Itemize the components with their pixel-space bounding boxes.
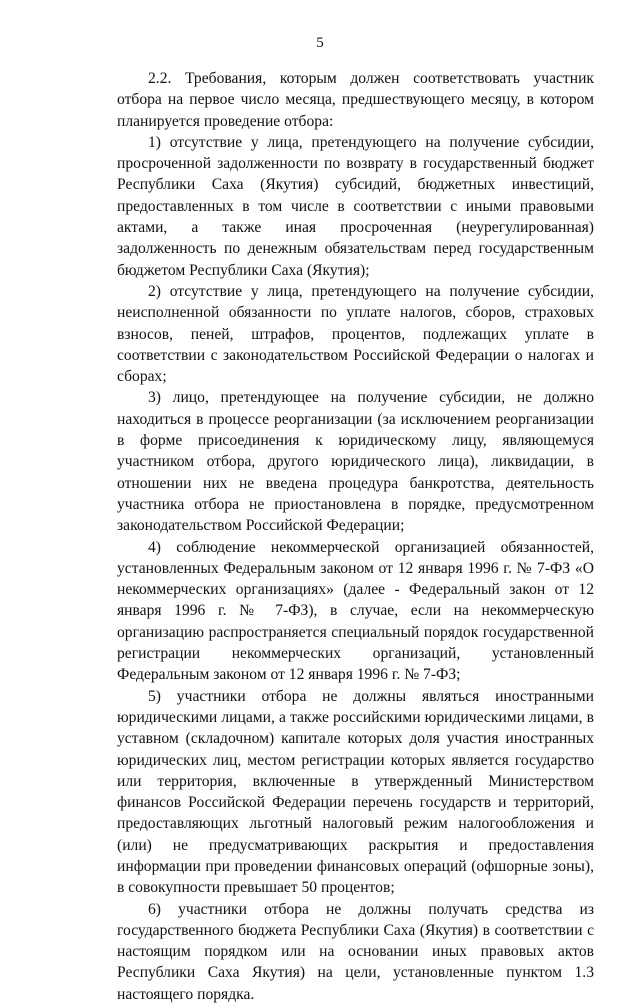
paragraph-item-4: 4) соблюдение некоммерческой организацией обязанностей, установленных Федеральным законом от 12 января 1996 г. № 7-ФЗ «О некоммерческих организациях» (далее - Федеральный закон от 12 января 1996 г. № 7-ФЗ), в случае, если на некоммерческую организацию распространяется специальный порядок государственной регистрации некоммерческих организаций, установленный Федеральным законом от 12 января 1996 г. № 7-ФЗ;: [117, 538, 594, 684]
page-number: 5: [316, 35, 324, 51]
paragraph-item-6: 6) участники отбора не должны получать средства из государственного бюджета Республики Саха (Якутия) в соответствии с настоящим порядком или на основании иных правовых актов Республики Саха Якутия) на цели, установленные пунктом 1.3 настоящего порядка.: [117, 900, 594, 1003]
paragraph-item-3: 3) лицо, претендующее на получение субсидии, не должно находиться в процессе реорганизации (за исключением реорганизации в форме присоединения к юридическому лицу, являющемуся участником отбора, другого юридического лица), ликвидации, в отношении них не введена процедура банкротства, деятельность участника отбора не приостановлена в порядке, предусмотренном законодательством Российской Федерации;: [117, 389, 594, 535]
paragraph-item-1: 1) отсутствие у лица, претендующего на получение субсидии, просроченной задолженности по возврату в государственный бюджет Республики Саха (Якутия) субсидий, бюджетных инвестиций, предоставленных в том числе в соответствии с иными правовыми актами, а также иная просроченная (неурегулированная) задолженность по денежным обязательствам перед государственным бюджетом Республики Саха (Якутия);: [117, 133, 594, 279]
paragraph-item-5: 5) участники отбора не должны являться иностранными юридическими лицами, а также российскими юридическими лицами, в уставном (складочном) капитале которых доля участия иностранных юридических лиц, местом регистрации которых является государство или территория, включенные в утвержденный Министерством финансов Российской Федерации перечень государств и территорий, предоставляющих льготный налоговый режим налогообложения и (или) не предусматривающих раскрытия и предоставления информации при проведении финансовых операций (офшорные зоны), в совокупности превышает 50 процентов;: [117, 687, 594, 897]
paragraph-requirements-intro: 2.2. Требования, которым должен соответствовать участник отбора на первое число месяца, предшествующего месяцу, в котором планируется проведение отбора:: [117, 70, 594, 130]
document-body: [117, 68, 594, 1005]
paragraph-item-2: 2) отсутствие у лица, претендующего на получение субсидии, неисполненной обязанности по уплате налогов, сборов, страховых взносов, пеней, штрафов, процентов, подлежащих уплате в соответствии с законодательством Российской Федерации о налогах и сборах;: [117, 282, 594, 386]
